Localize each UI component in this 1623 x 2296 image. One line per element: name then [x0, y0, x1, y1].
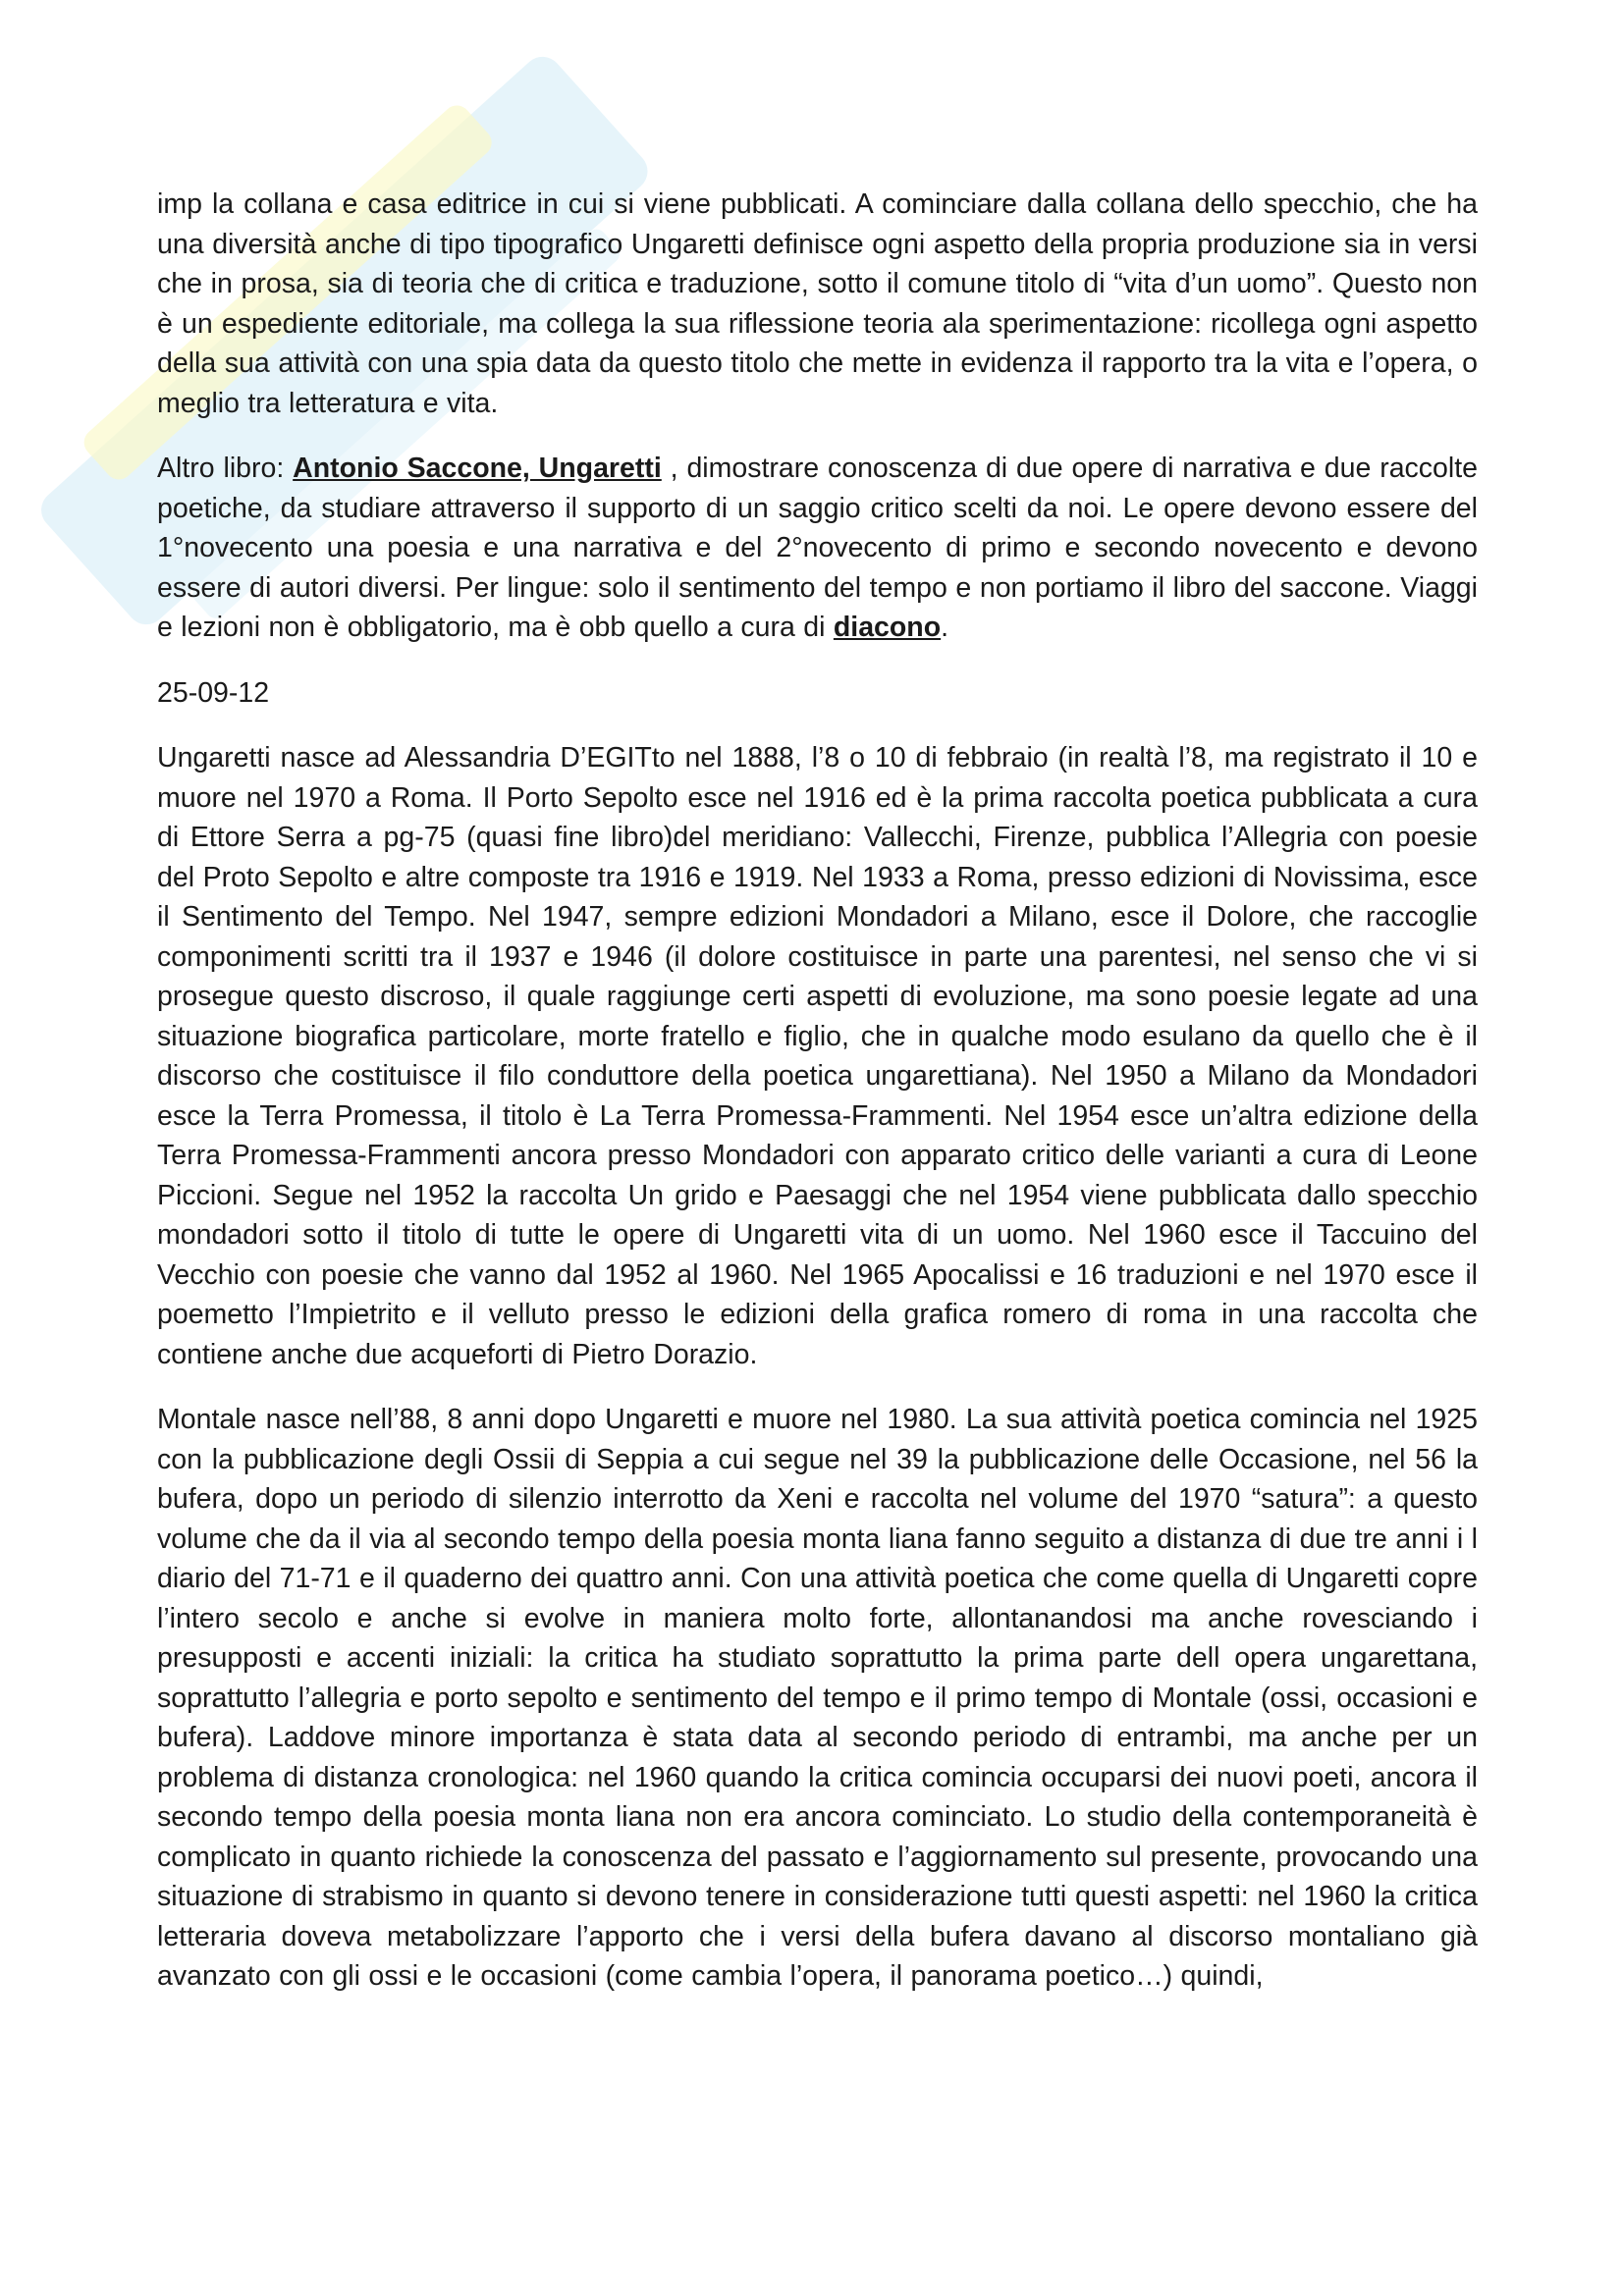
paragraph-montale: Montale nasce nell’88, 8 anni dopo Ungaretti e muore nel 1980. La sua attività poetica comincia nel 1925 con la pubblicazione degli Ossii di Seppia a cui segue nel 39 la pubblicazione delle Occasione, nel 56 la bufera, dopo un periodo di silenzio interrotto da Xeni e raccolta nel volume del 1970 “satura”: a questo volume che da il via al secondo tempo della poesia monta liana fanno seguito a distanza di due tre anni i l diario del 71-71 e il quaderno dei quattro anni. Con una attività poetica che come quella di Ungaretti copre l’intero secolo e anche si evolve in maniera molto forte, allontanandosi ma anche rovesciando i presupposti e accenti iniziali: la critica ha studiato soprattutto la prima parte dell opera ungarettana, soprattutto l’allegria e porto sepolto e sentimento del tempo e il primo tempo di Montale (ossi, occasioni e bufera). Laddove minore importanza è stata data al secondo periodo di entrambi, ma anche per un problema di distanza cronologica: nel 1960 quando la critica comincia occuparsi dei nuovi poeti, ancora il secondo tempo della poesia monta liana non era ancora cominciato. Lo studio della contemporaneità è complicato in quanto richiede la conoscenza del passato e l’aggiornamento sul presente, provocando una situazione di strabismo in quanto si devono tenere in considerazione tutti questi aspetti: nel 1960 la critica letteraria doveva metabolizzare l’apporto che i versi della bufera davano al discorso montaliano già avanzato con gli ossi e le occasioni (come cambia l’opera, il panorama poetico…) quindi, — [157, 1404, 1478, 1992]
lecture-date: 25-09-12 — [157, 676, 270, 709]
book-reference-saccone: Antonio Saccone, Ungaretti — [293, 453, 662, 484]
paragraph-altro-libro — [157, 449, 1478, 648]
paragraph-ungaretti-biography: Ungaretti nasce ad Alessandria D’EGITto nel 1888, l’8 o 10 di febbraio (in realtà l’8, ma registrato il 10 e muore nel 1970 a Roma. Il Porto Sepolto esce nel 1916 ed è la prima raccolta poetica pubblicata a cura di Ettore Serra a pg-75 (quasi fine libro)del meridiano: Vallecchi, Firenze, pubblica l’Allegria con poesie del Proto Sepolto e altre composte tra 1916 e 1919. Nel 1933 a Roma, presso edizioni di Novissima, esce il Sentimento del Tempo. Nel 1947, sempre edizioni Mondadori a Milano, esce il Dolore, che raccoglie componimenti scritti tra il 1937 e 1946 (il dolore costituisce in parte una parentesi, nel senso che vi si prosegue questo discroso, il quale raggiunge certi aspetti di evoluzione, ma sono poesie legate ad una situazione biografica particolare, morte fratello e figlio, che in qualche modo esulano da quello che è il discorso che costituisce il filo conduttore della poetica ungarettiana). Nel 1950 a Milano da Mondadori esce la Terra Promessa, il titolo è La Terra Promessa-Frammenti. Nel 1954 esce un’altra edizione della Terra Promessa-Frammenti ancora presso Mondadori con apparato critico delle varianti a cura di Leone Piccioni. Segue nel 1952 la raccolta Un grido e Paesaggi che nel 1954 viene pubblicata dallo specchio mondadori sotto il titolo di tutte le opere di Ungaretti vita di un uomo. Nel 1960 esce il Taccuino del Vecchio con poesie che vanno dal 1952 al 1960. Nel 1965 Apocalissi e 16 traduzioni e nel 1970 esce il poemetto l’Impietrito e il velluto presso le edizioni della grafica romero di roma in una raccolta che contiene anche due acqueforti di Pietro Dorazio. — [157, 742, 1478, 1370]
altro-libro-end: . — [941, 612, 949, 643]
document-page — [157, 185, 1478, 2022]
book-reference-diacono: diacono — [833, 612, 942, 643]
altro-libro-label: Altro libro: — [157, 453, 294, 484]
paragraph-collana: imp la collana e casa editrice in cui si viene pubblicati. A cominciare dalla collana dello specchio, che ha una diversità anche di tipo tipografico Ungaretti definisce ogni aspetto della propria produzione sia in versi che in prosa, sia di teoria che di critica e traduzione, sotto il comune titolo di “vita d’un uomo”. Questo non è un espediente editoriale, ma collega la sua riflessione teoria ala sperimentazione: ricollega ogni aspetto della sua attività con una spia data da questo titolo che mette in evidenza il rapporto tra la vita e l’opera, o meglio tra letteratura e vita. — [157, 188, 1478, 419]
altro-libro-body: , dimostrare conoscenza di due opere di narrativa e due raccolte poetiche, da studiare attraverso il supporto di un saggio critico scelti da noi. Le opere devono essere del 1°novecento una poesia e una narrativa e del 2°novecento di primo e secondo novecento e devono essere di autori diversi. Per lingue: solo il sentimento del tempo e non portiamo il libro del saccone. Viaggi e lezioni non è obbligatorio, ma è obb quello a cura di — [157, 453, 1478, 643]
